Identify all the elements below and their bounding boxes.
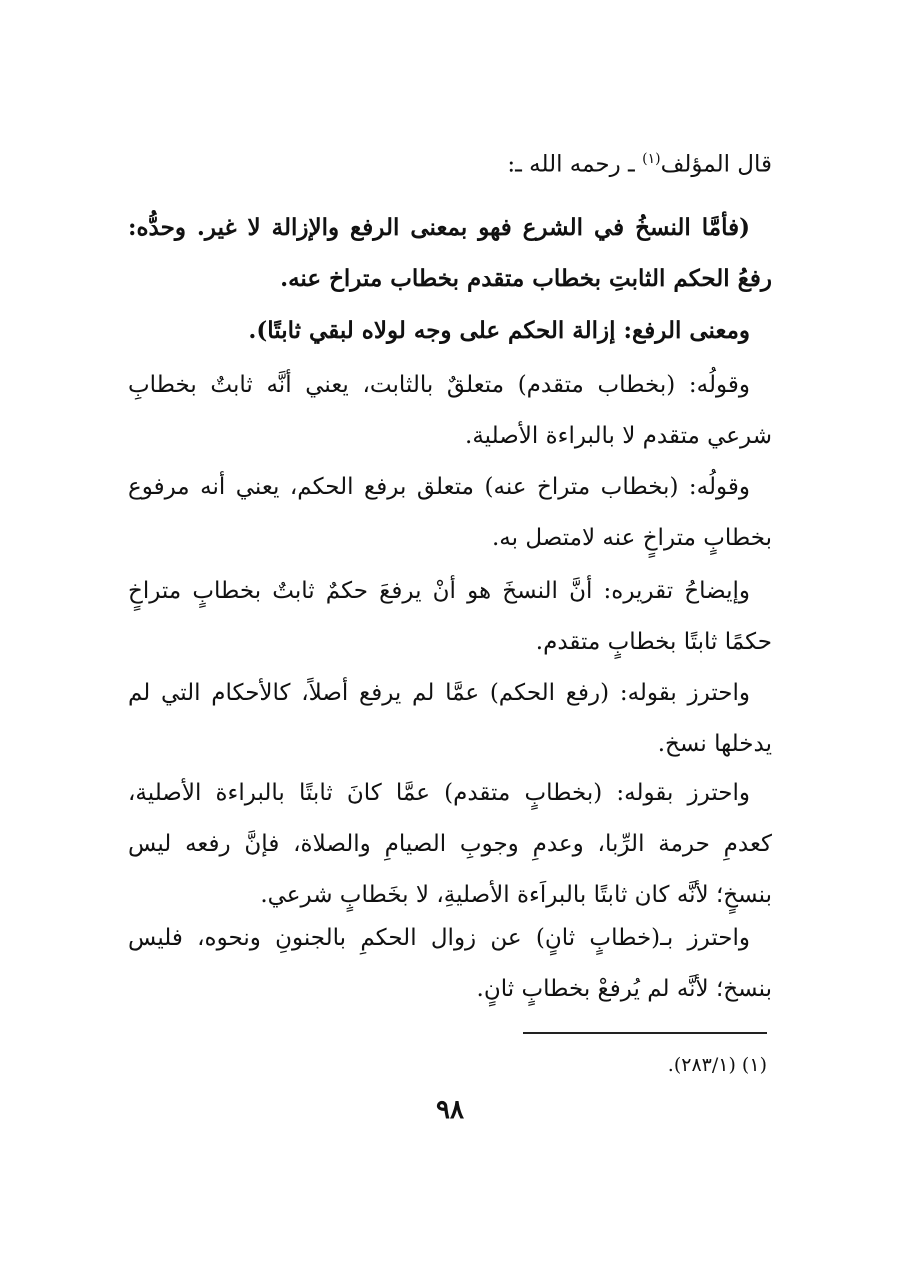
page-number: ٩٨ xyxy=(436,1095,464,1125)
commentary-paragraph: وإيضاحُ تقريره: أنَّ النسخَ هو أنْ يرفعَ حكمٌ ثابتٌ بخطابٍ متراخٍ حكمًا ثابتًا بخطابٍ متقدم. xyxy=(128,578,772,655)
heading-text: قال المؤلف xyxy=(660,151,772,178)
footnote-separator xyxy=(523,1032,767,1034)
footnote-reference: (١) xyxy=(642,151,661,167)
commentary-paragraph: واحترز بقوله: (رفع الحكم) عمَّا لم يرفع أصلاً، كالأحكام التي لم يدخلها نسخ. xyxy=(128,680,772,757)
commentary-paragraph: وقولُه: (بخطاب متراخ عنه) متعلق برفع الحكم، يعني أنه مرفوع بخطابٍ متراخٍ عنه لامتصل به. xyxy=(128,474,772,551)
commentary-paragraph: وقولُه: (بخطاب متقدم) متعلقٌ بالثابت، يعني أنَّه ثابتٌ بخطابِ شرعي متقدم لا بالبراءة الأصلية. xyxy=(128,372,772,449)
footnote-text: (١) (٢٨٣/١). xyxy=(667,1054,767,1076)
heading-suffix: ـ رحمه الله ـ: xyxy=(507,151,643,178)
commentary-paragraph: واحترز بـ(خطابٍ ثانٍ) عن زوال الحكمِ بالجنونِ ونحوه، فليس بنسخ؛ لأنَّه لم يُرفعْ بخطابٍ ثانٍ. xyxy=(128,925,772,1002)
commentary-paragraph: واحترز بقوله: (بخطابٍ متقدم) عمَّا كانَ ثابتًا بالبراءة الأصلية، كعدمِ حرمة الرِّبا، وعدمِ وجوبِ الصيامِ والصلاة، فإنَّ رفعه ليس بنسخٍ؛ لأنَّه كان ثابتًا بالبراَءة الأصليةِ، لا بخَطابٍ شرعي. xyxy=(128,780,772,908)
section-heading xyxy=(128,134,772,191)
quoted-raf-meaning-paragraph: ومعنى الرفع: إزالة الحكم على وجه لولاه لبقي ثابتًا). xyxy=(248,317,750,344)
quoted-definition-paragraph: (فأمَّا النسخُ في الشرع فهو بمعنى الرفع والإزالة لا غير. وحدُّه: رفعُ الحكم الثابتِ بخطاب متقدم بخطاب متراخ عنه. xyxy=(128,214,772,292)
